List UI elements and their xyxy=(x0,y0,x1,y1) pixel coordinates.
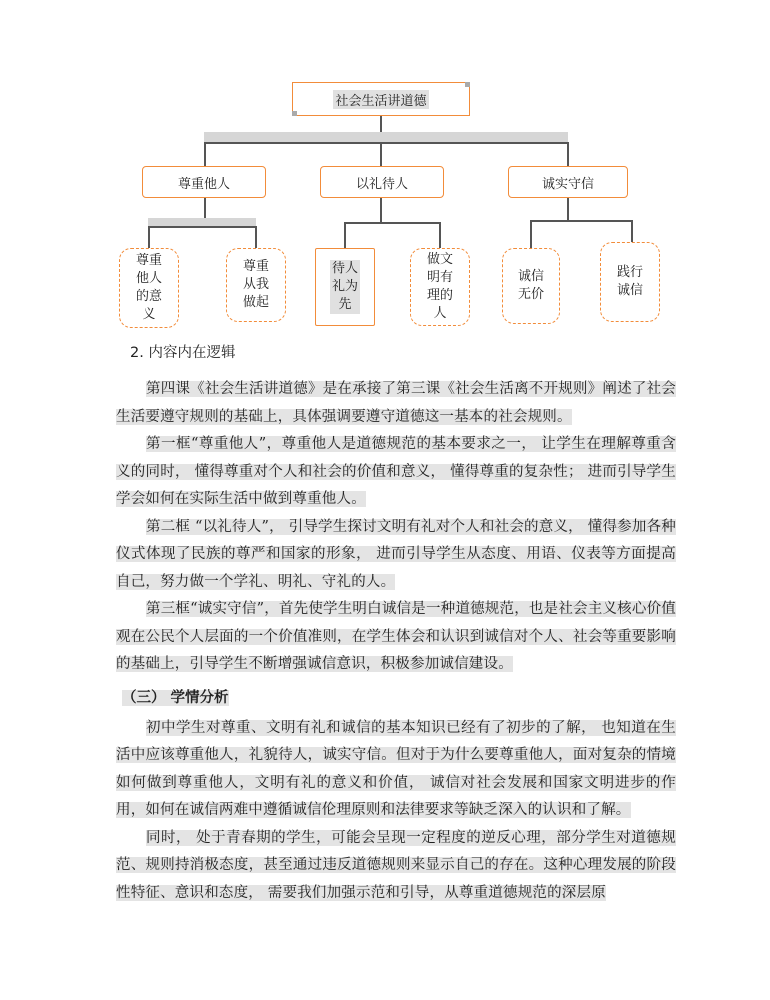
leaf-label: 做文明有理的人 xyxy=(426,252,453,321)
connector xyxy=(380,142,382,166)
root-node-label: 社会生活讲道德 xyxy=(333,90,428,109)
leaf-label: 尊重从我做起 xyxy=(242,259,269,310)
leaf-respect-starts-with-me xyxy=(226,248,286,322)
connector xyxy=(567,198,569,220)
node-honesty xyxy=(508,166,628,198)
node-label: 尊重他人 xyxy=(177,176,230,192)
connector xyxy=(631,220,633,242)
leaf-meaning-of-respect xyxy=(119,248,179,328)
leaf-be-civilized xyxy=(410,248,470,326)
section-heading-learner-analysis: （三） 学情分析 xyxy=(122,689,229,706)
connector xyxy=(204,142,206,166)
connector xyxy=(530,220,632,222)
concept-diagram xyxy=(0,0,770,340)
connector xyxy=(344,222,346,248)
section-heading-content-logic: 2. 内容内在逻辑 xyxy=(130,345,236,361)
leaf-label: 践行诚信 xyxy=(616,265,643,298)
connector xyxy=(439,222,441,248)
document-body xyxy=(116,340,676,907)
connector xyxy=(344,222,440,224)
leaf-practice-honesty xyxy=(600,242,660,322)
connector xyxy=(255,226,257,248)
leaf-courtesy-first xyxy=(315,248,375,326)
connector xyxy=(567,142,569,166)
connector xyxy=(380,198,382,222)
leaf-label: 待人礼为先 xyxy=(331,261,358,312)
connector xyxy=(148,226,150,248)
leaf-label: 诚信无价 xyxy=(517,269,544,302)
connector-shade xyxy=(148,218,256,226)
paragraph: 第三框“诚实守信”，首先使学生明白诚信是一种道德规范，也是社会主义核心价值观在公民个人层面的一个价值准则，在学生体会和认识到诚信对个人、社会等重要影响的基础上，引导学生不断增强诚信意识，积极参加诚信建设。 xyxy=(116,601,676,672)
connector xyxy=(380,116,382,132)
connector xyxy=(148,226,256,228)
paragraph: 初中学生对尊重、文明有礼和诚信的基本知识已经有了初步的了解， 也知道在生活中应该尊重他人，礼貌待人，诚实守信。但对于为什么要尊重他人，面对复杂的情境如何做到尊重他人，文明有礼的意义和价值， 诚信对社会发展和国家文明进步的作用，如何在诚信两难中遵循诚信伦理原则和法律要求等缺乏深入的认识和了解。 xyxy=(116,719,676,818)
paragraph: 同时， 处于青春期的学生，可能会呈现一定程度的逆反心理，部分学生对道德规范、规则持消极态度，甚至通过违反道德规则来显示自己的存在。这种心理发展的阶段性特征、意识和态度， 需要我们加强示范和引导，从尊重道德规范的深层原 xyxy=(116,829,676,901)
leaf-label: 尊重他人的意义 xyxy=(135,253,162,322)
node-label: 以礼待人 xyxy=(355,176,408,192)
node-respect-others xyxy=(142,166,266,198)
paragraph: 第一框“尊重他人”，尊重他人是道德规范的基本要求之一， 让学生在理解尊重含义的同时， 懂得尊重对个人和社会的价值和意义， 懂得尊重的复杂性； 进而引导学生学会如何在实际生活中做到尊重他人。 xyxy=(116,436,676,507)
connector xyxy=(530,220,532,248)
paragraph: 第二框 “以礼待人”， 引导学生探讨文明有礼对个人和社会的意义， 懂得参加各种仪式体现了民族的尊严和国家的形象， 进而引导学生从态度、用语、仪表等方面提高自己，努力做一个学礼、明礼、守礼的人。 xyxy=(116,518,676,590)
node-label: 诚实守信 xyxy=(541,176,594,192)
connector xyxy=(204,142,568,144)
connector xyxy=(204,198,206,218)
leaf-honesty-priceless xyxy=(502,248,560,324)
connector-shade xyxy=(204,132,568,142)
root-node xyxy=(292,82,470,116)
paragraph: 第四课《社会生活讲道德》是在承接了第三课《社会生活离不开规则》阐述了社会生活要遵守规则的基础上，具体强调要遵守道德这一基本的社会规则。 xyxy=(116,381,676,425)
node-courtesy xyxy=(320,166,444,198)
